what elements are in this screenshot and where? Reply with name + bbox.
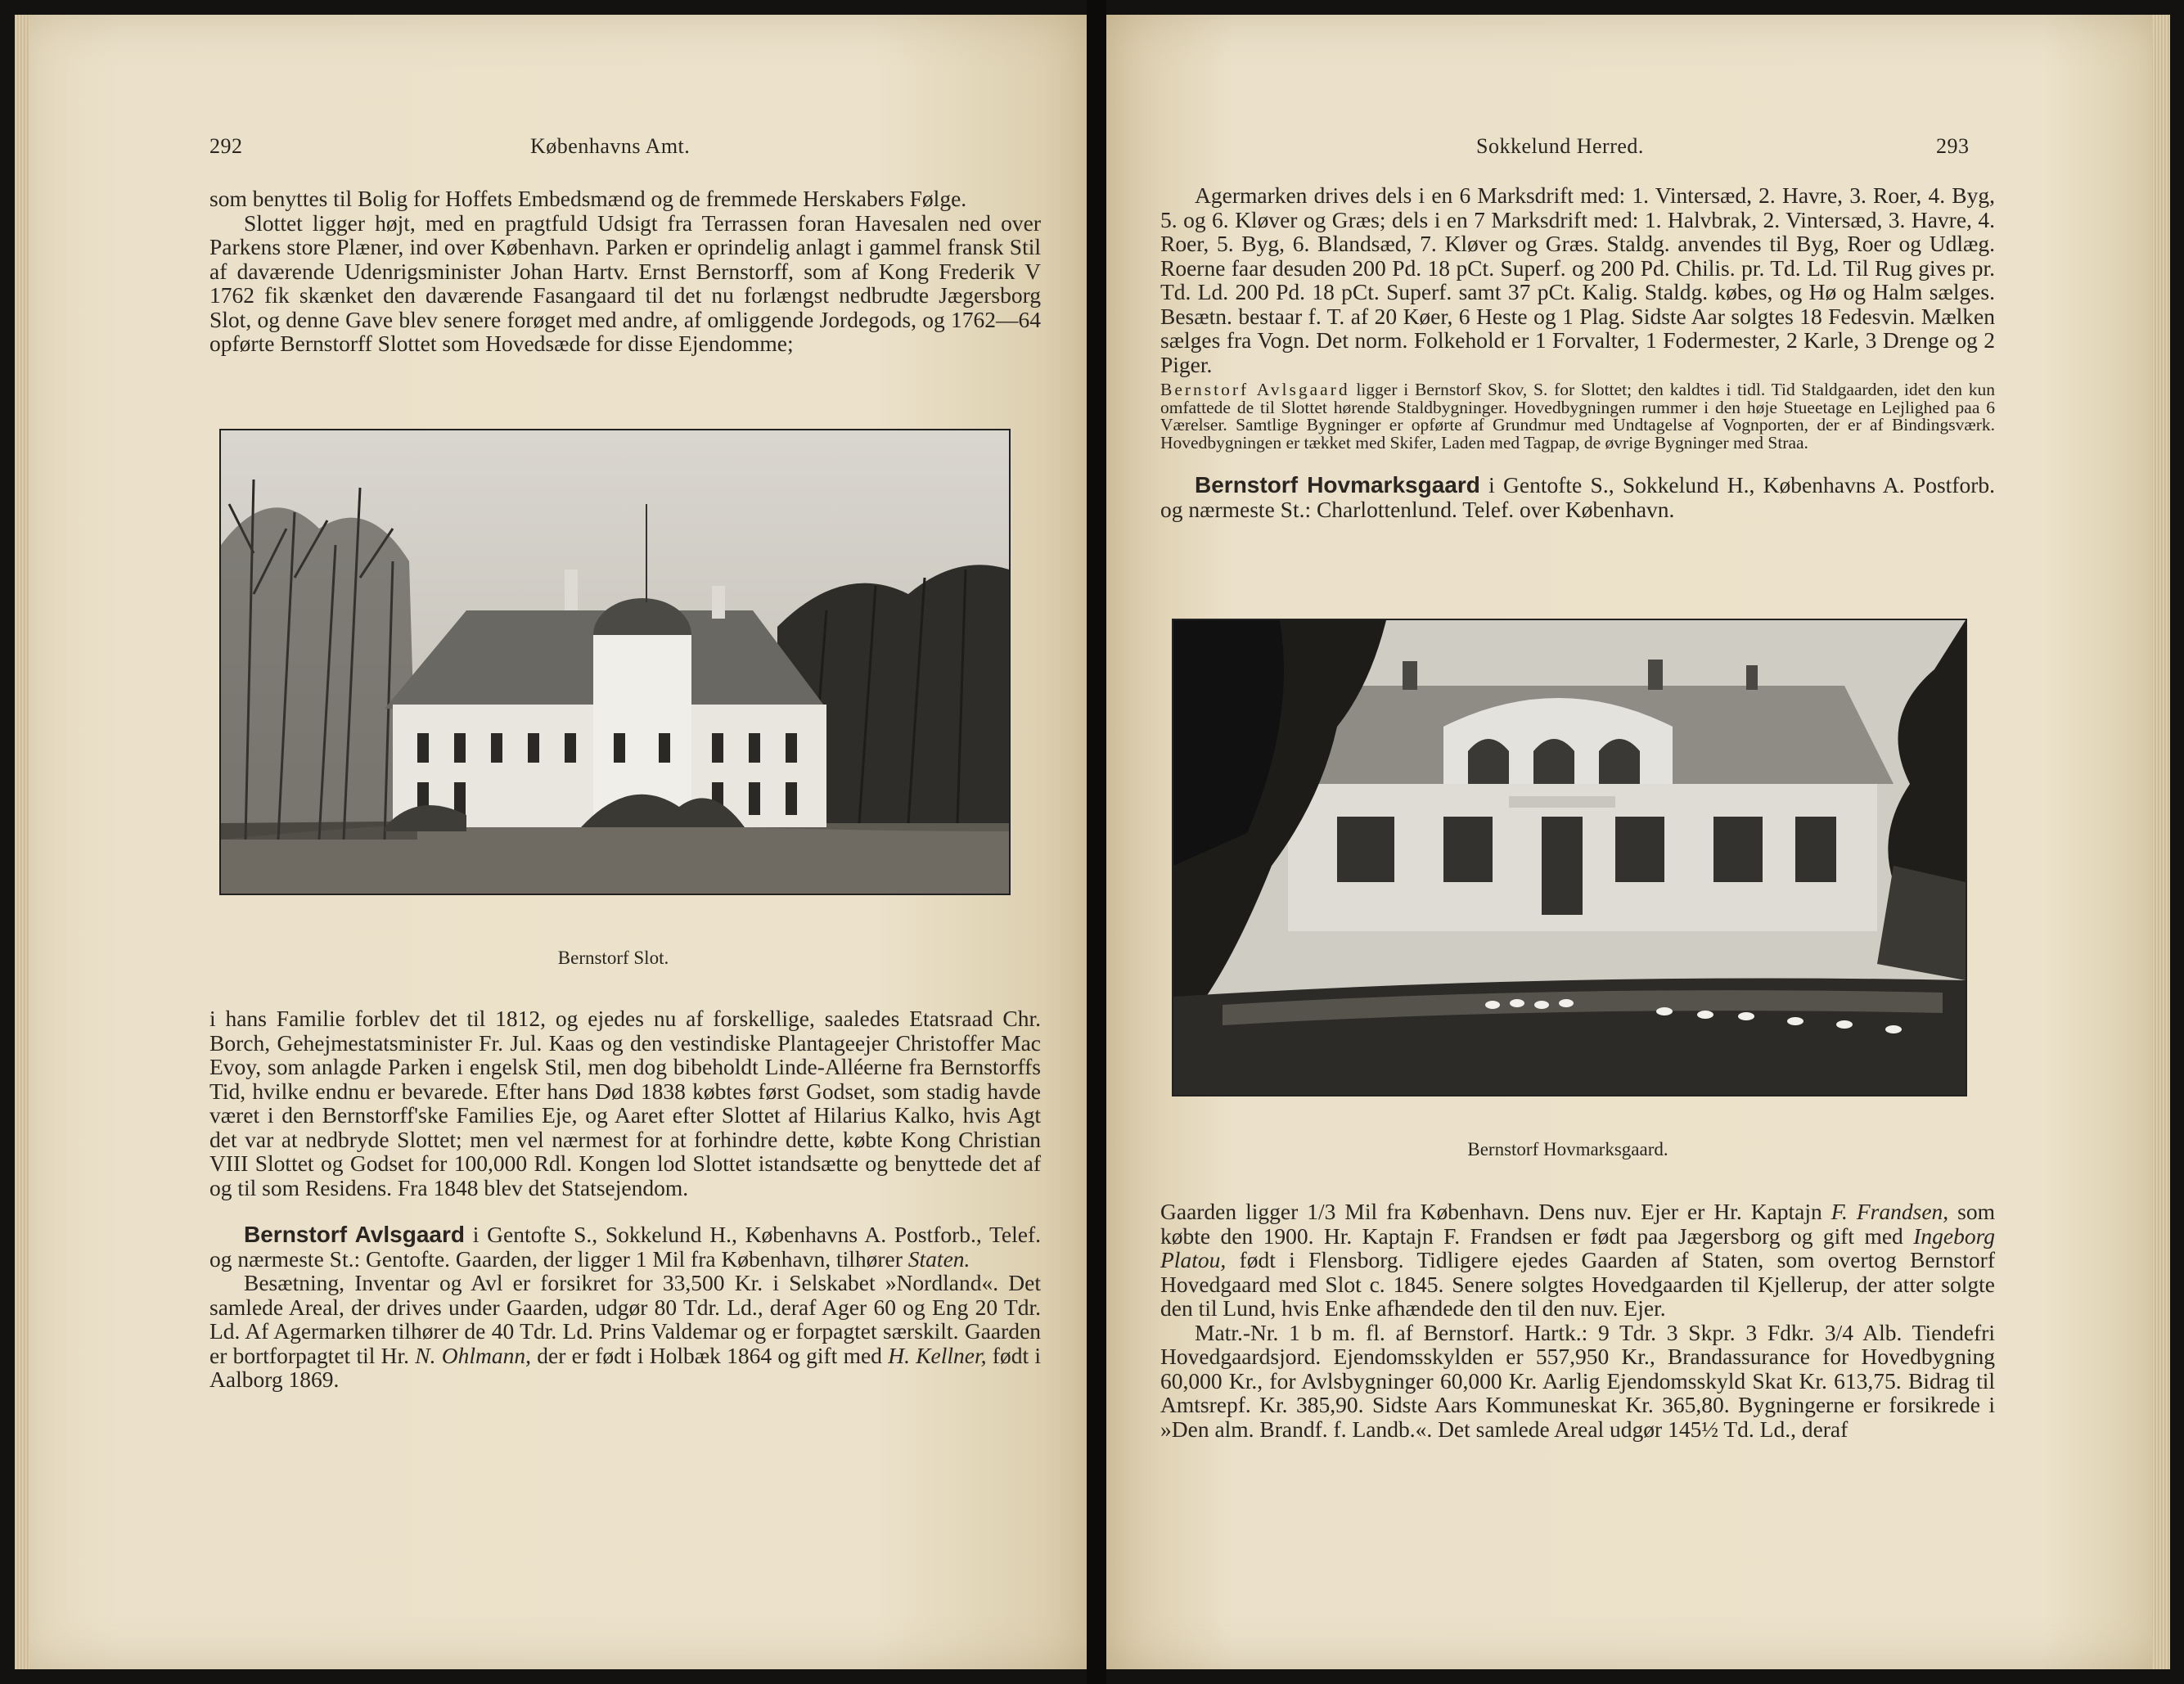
entry-avlsgaard xyxy=(209,1222,1041,1271)
paragraph-besaetning xyxy=(209,1271,1041,1392)
person-name: F. Frandsen, xyxy=(1831,1199,1949,1224)
text-run: Besætning, Inventar og Avl er forsikret for 33,500 Kr. i Selskabet »Nordland«. Det samlede Areal, der drives under Gaarden, udgør 80 Tdr. Ld., deraf Ager 60 og Eng 20 Tdr. Ld. Af Agermarken tilhører de 40 Tdr. Ld. Prins Valdemar og er forpagtet særskilt. Gaarden er bortforpagtet til Hr. xyxy=(209,1270,1041,1368)
text-block-bottom xyxy=(1160,1200,1995,1441)
estate-intro: i Gentofte S., Sokkelund H., Københavns A. Postforb. og nærmeste St.: Charlottenlund. Telef. over København. xyxy=(1160,472,1995,522)
text-block-bottom xyxy=(209,1006,1041,1392)
person-name: N. Ohlmann, xyxy=(415,1342,531,1368)
text-run: som købte den 1900. Hr. Kaptajn F. Frandsen er født paa Jægersborg og gift med xyxy=(1160,1199,1996,1249)
entry-hovmarksgaard xyxy=(1160,473,1995,521)
text-run: Alb. Tiendefri Hovedgaardsjord. Ejendomsskylden er 557,950 Kr., Brandassurance for Hovedbygning 60,000 Kr., for Avlsbygninger 60,000 Kr. Aarlig Ejendomsskyld Skat Kr. 613,75. Bidrag til Amtsrepf. Kr. 385,90. Sidste Aars Kommuneskat Kr. 365,80. Bygningerne er forsikrede i »Den alm. Brandf. f. Landb.«. Det samlede Areal udgør xyxy=(1160,1319,1996,1442)
text-run: der er født i Holbæk 1864 og gift med xyxy=(531,1342,889,1368)
paragraph-slottet: Slottet ligger højt, med en pragtfuld Udsigt fra Terrassen foran Havesalen ned over Parkens store Plæner, ind over København. Parken er oprindelig anlagt i gammel fransk Stil af daværende Udenrigsminister Johan Hartv. Ernst Bernstorff, som af Kong Frederik V 1762 fik skænket den daværende Fasangaard til det nu forlængst nedbrudte Jægersborg Slot, og denne Gave blev senere forøget med andre, af omliggende Jordegods, og 1762—64 opførte Bernstorff Slottet som Hovedsæde for disse Ejendomme; xyxy=(209,209,1041,356)
paragraph-familie: i hans Familie forblev det til 1812, og ejedes nu af forskellige, saaledes Etatsraad Chr. Borch, Gehejmestatsminister Fr. Jul. Kaas og den vestindiske Plantageejer Christoffer Mac Evoy, som anlagde Parken i engelsk Stil, men dog bibeholdt Linde-Alléerne fra Bernstorffs Tid, hvilke endnu er bevarede. Efter hans Død 1838 købtes først Godset, som stadig havde været i den Bernstorff'ske Families Eje, og Aaret efter Slottet af Hilarius Kalko, hvis Agt det var at nedbryde Slottet; men vel nærmest for at forhindre dette, købte Kong Christian VIII Slottet og Godset for 100,000 Rdl. Kongen lod Slottet istandsætte og benyttede det af og til som Residens. Fra 1848 blev det Statsejendom. xyxy=(209,1006,1041,1200)
fraction: 145½ xyxy=(1668,1416,1718,1442)
running-head: Københavns Amt. xyxy=(530,134,691,158)
book-spine xyxy=(1087,0,1106,1684)
text-block-top xyxy=(1160,183,1995,521)
photo-caption: Bernstorf Hovmarksgaard. xyxy=(1467,1139,1668,1159)
person-name: Ingeborg Platou, xyxy=(1160,1222,1995,1272)
running-head: Sokkelund Herred. xyxy=(1476,134,1644,158)
text-run: Td. Ld., deraf xyxy=(1718,1416,1849,1442)
estate-intro: i Gentofte S., Sokkelund H., Københavns A. Postforb., Telef. og nærmeste St.: Gentofte. Gaarden, der ligger 1 Mil fra København, tilhører xyxy=(209,1222,1041,1272)
text-block-top xyxy=(209,187,1041,356)
estate-name: Bernstorf Avlsgaard xyxy=(244,1222,465,1247)
text-run: Matr.-Nr. 1 b m. fl. af Bernstorf. Hartk.: 9 Tdr. 3 Skpr. 3 Fdkr. xyxy=(1195,1319,1825,1345)
page-number: 292 xyxy=(209,134,243,158)
text-run: født i Flensborg. Tidligere ejedes Gaarden af Staten, som overtog Bernstorf Hovedgaard med Slot c. 1845. Senere solgtes Hovedgaarden til Kjellerup, der atter solgte den til Lund, hvis Enke afhændede den til den nuv. Ejer. xyxy=(1160,1247,1995,1321)
page-edge xyxy=(2152,15,2170,1669)
paragraph-agermarken: Agermarken drives dels i en 6 Marksdrift med: 1. Vintersæd, 2. Havre, 3. Roer, 4. Byg, 5. og 6. Kløver og Græs; dels i en 7 Marksdrift med: 1. Halvbrak, 2. Vintersæd, 3. Havre, 4. Roer, 5. Byg, 6. Blandsæd, 7. Kløver og Græs. Staldg. anvendes til Byg, Roer og Udlæg. Roerne faar desuden 200 Pd. 18 pCt. Superf. og 200 Pd. Chilis. pr. Td. Ld. Til Rug gives pr. Td. Ld. 200 Pd. 18 pCt. Superf. samt 37 pCt. Kalig. Staldg. købes, og Hø og Halm sælges. Besætn. bestaar f. T. af 20 Køer, 6 Heste og 1 Plag. Sidste Aar solgtes 18 Fedesvin. Mælken sælges fra Vogn. Det norm. Folkehold er 1 Forvalter, 1 Fodermester, 2 Karle, 3 Drenge og 2 Piger. xyxy=(1160,182,1995,377)
paragraph-matr xyxy=(1160,1321,1995,1442)
photo-bernstorf-hovmarksgaard xyxy=(1172,619,1967,1096)
person-name: H. Kellner, xyxy=(888,1342,987,1368)
photo-caption: Bernstorf Slot. xyxy=(557,948,669,968)
fraction: 3/4 xyxy=(1824,1319,1854,1345)
paragraph: som benyttes til Bolig for Hoffets Embedsmænd og de fremmede Herskabers Følge. xyxy=(209,186,967,211)
left-page xyxy=(15,15,1087,1669)
small-print-note xyxy=(1160,381,1995,452)
text-run: ligger i Bernstorf Skov, S. for Slottet; den kaldtes i tidl. Tid Staldgaarden, idet den kun omfattede de til Slottet hørende Staldbygninger. Hovedbygningen rummer i den høje Stueetage en Lejlighed paa 6 Værelser. Samtlige Bygninger er opførte af Grundmur med Undtagelse af Vognporten, der er af Bindingsværk. Hovedbygningen er tækket med Skifer, Laden med Tagpap, de øvrige Bygninger med Straa. xyxy=(1160,380,1995,453)
text-run: født i Aalborg 1869. xyxy=(209,1342,1041,1392)
fraction: 1/3 xyxy=(1307,1199,1336,1224)
text-run: Gaarden ligger xyxy=(1160,1199,1308,1224)
estate-name: Bernstorf Avlsgaard xyxy=(1160,380,1350,399)
owner-name: Staten. xyxy=(907,1245,970,1272)
right-page xyxy=(1106,15,2170,1669)
page-edge xyxy=(15,15,29,1669)
page-number: 293 xyxy=(1936,134,1970,158)
paragraph-gaarden xyxy=(1160,1200,1995,1321)
photo-bernstorf-slot xyxy=(219,429,1011,895)
estate-name: Bernstorf Hovmarksgaard xyxy=(1195,472,1480,498)
text-run: Mil fra København. Dens nuv. Ejer er Hr. Kaptajn xyxy=(1335,1199,1831,1224)
